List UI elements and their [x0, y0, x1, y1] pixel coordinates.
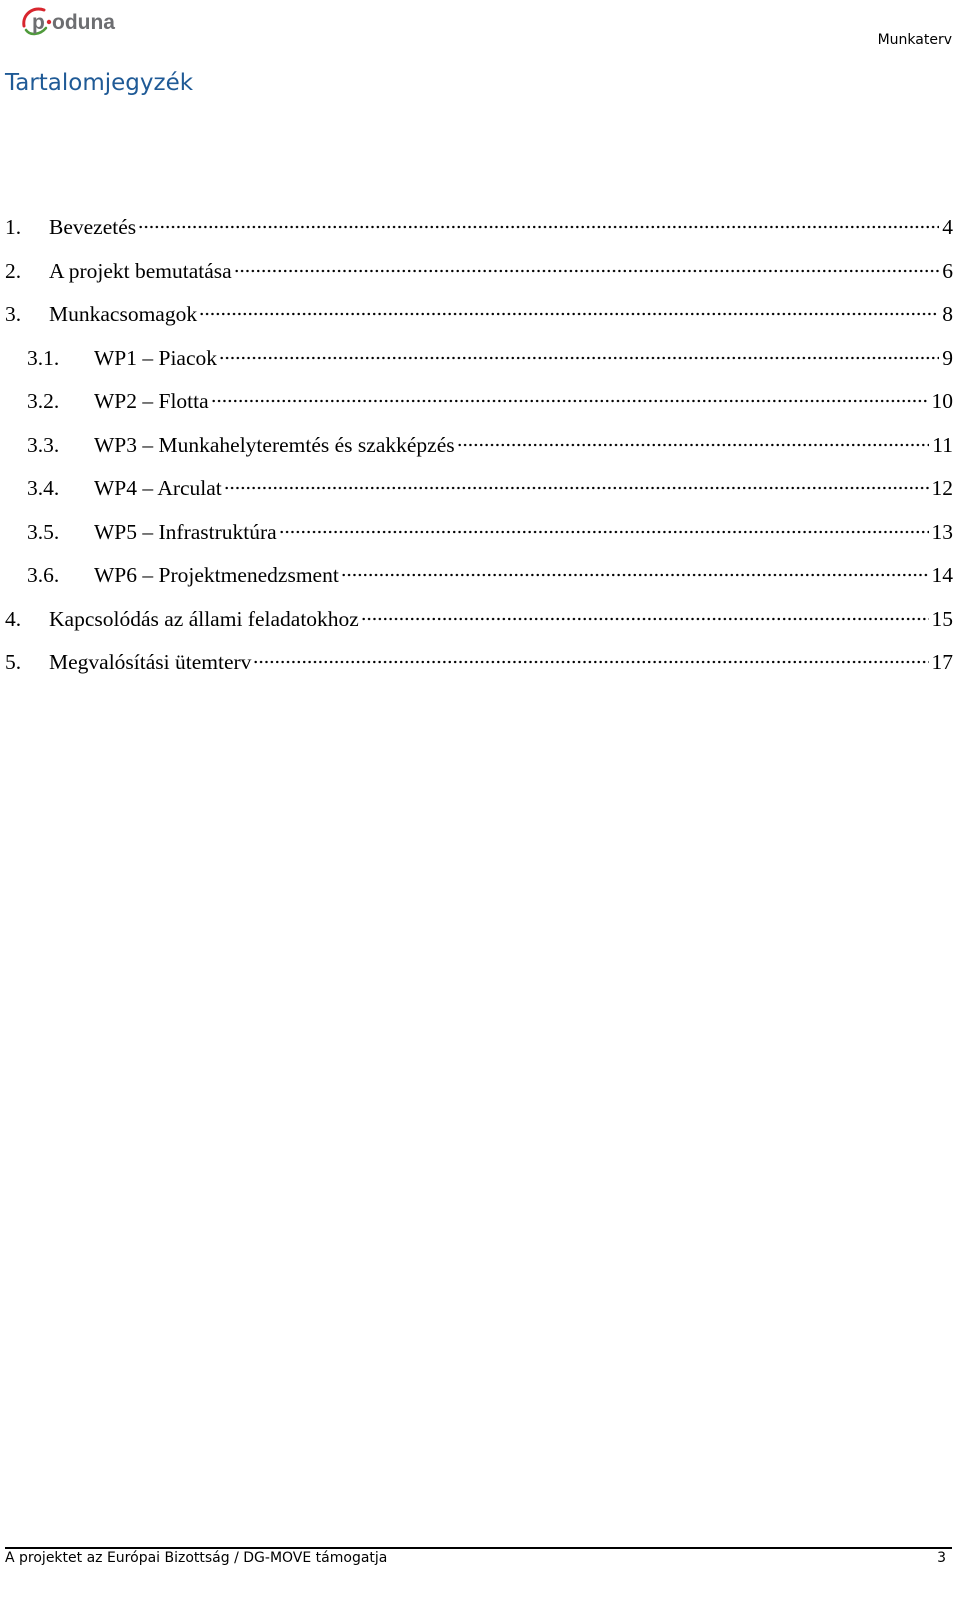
footer-page-number: 3	[937, 1550, 946, 1566]
toc-entry-label: Megvalósítási ütemterv	[49, 650, 252, 674]
toc-dot-leader	[219, 356, 939, 360]
toc-entry[interactable]	[5, 215, 953, 259]
toc-entry-number: 1.	[5, 215, 22, 239]
toc-entry-page: 15	[931, 606, 953, 631]
toc-entry-number: 3.6.	[27, 563, 60, 587]
toc-entry-label: Munkacsomagok	[49, 302, 198, 326]
toc-dot-leader	[341, 573, 929, 577]
table-of-contents	[5, 215, 953, 694]
toc-dot-leader	[224, 486, 929, 490]
header-doc-title: Munkaterv	[877, 32, 952, 48]
toc-entry-number: 3.4.	[27, 476, 60, 500]
toc-entry-page: 10	[931, 389, 953, 413]
toc-dot-leader	[361, 617, 929, 621]
toc-entry[interactable]	[5, 520, 953, 564]
toc-entry-page: 17	[931, 650, 953, 674]
svg-text:p: p	[32, 11, 45, 34]
toc-entry-label: WP2 – Flotta	[94, 389, 209, 413]
footer-divider	[5, 1547, 952, 1549]
toc-entry[interactable]	[5, 607, 953, 651]
toc-entry-label: Bevezetés	[49, 215, 137, 239]
toc-entry-page: 11	[932, 432, 953, 457]
toc-entry-number: 3.3.	[27, 432, 60, 457]
toc-entry-label: WP3 – Munkahelyteremtés és szakképzés	[94, 432, 455, 457]
toc-entry-number: 3.	[5, 302, 22, 326]
toc-entry-page: 9	[942, 345, 953, 370]
toc-entry[interactable]	[5, 302, 953, 346]
toc-dot-leader	[457, 443, 930, 447]
toc-dot-leader	[234, 269, 940, 273]
toc-title: Tartalomjegyzék	[5, 70, 194, 96]
toc-dot-leader	[279, 530, 929, 534]
toc-dot-leader	[138, 225, 939, 229]
toc-entry-number: 3.5.	[27, 519, 60, 544]
produna-logo	[20, 2, 130, 40]
toc-dot-leader	[253, 660, 928, 664]
toc-entry-label: Kapcsolódás az állami feladatokhoz	[49, 606, 359, 631]
toc-entry-label: WP1 – Piacok	[94, 345, 218, 370]
toc-entry-page: 4	[942, 215, 953, 239]
toc-entry[interactable]	[5, 476, 953, 520]
toc-dot-leader	[211, 399, 929, 403]
toc-entry-page: 6	[942, 258, 953, 283]
toc-entry-number: 3.2.	[27, 389, 60, 413]
toc-entry-number: 5.	[5, 650, 22, 674]
toc-entry-number: 4.	[5, 606, 22, 631]
toc-entry-number: 2.	[5, 258, 22, 283]
toc-entry[interactable]	[5, 259, 953, 303]
toc-entry[interactable]	[5, 389, 953, 433]
toc-entry-label: WP5 – Infrastruktúra	[94, 519, 277, 544]
toc-entry-page: 14	[931, 563, 953, 587]
toc-entry[interactable]	[5, 433, 953, 477]
logo-graphic	[20, 2, 130, 40]
toc-entry-page: 12	[931, 476, 953, 500]
toc-entry-page: 13	[931, 519, 953, 544]
toc-dot-leader	[199, 312, 939, 316]
toc-entry-number: 3.1.	[27, 345, 60, 370]
toc-entry-label: WP4 – Arculat	[94, 476, 222, 500]
toc-entry-page: 8	[942, 302, 953, 326]
svg-text:oduna: oduna	[52, 11, 115, 34]
toc-entry[interactable]	[5, 563, 953, 607]
toc-entry[interactable]	[5, 346, 953, 390]
toc-entry[interactable]	[5, 650, 953, 694]
toc-entry-label: A projekt bemutatása	[49, 258, 232, 283]
footer-funding-note: A projektet az Európai Bizottság / DG-MOVE támogatja	[5, 1550, 388, 1566]
toc-entry-label: WP6 – Projektmenedzsment	[94, 563, 339, 587]
